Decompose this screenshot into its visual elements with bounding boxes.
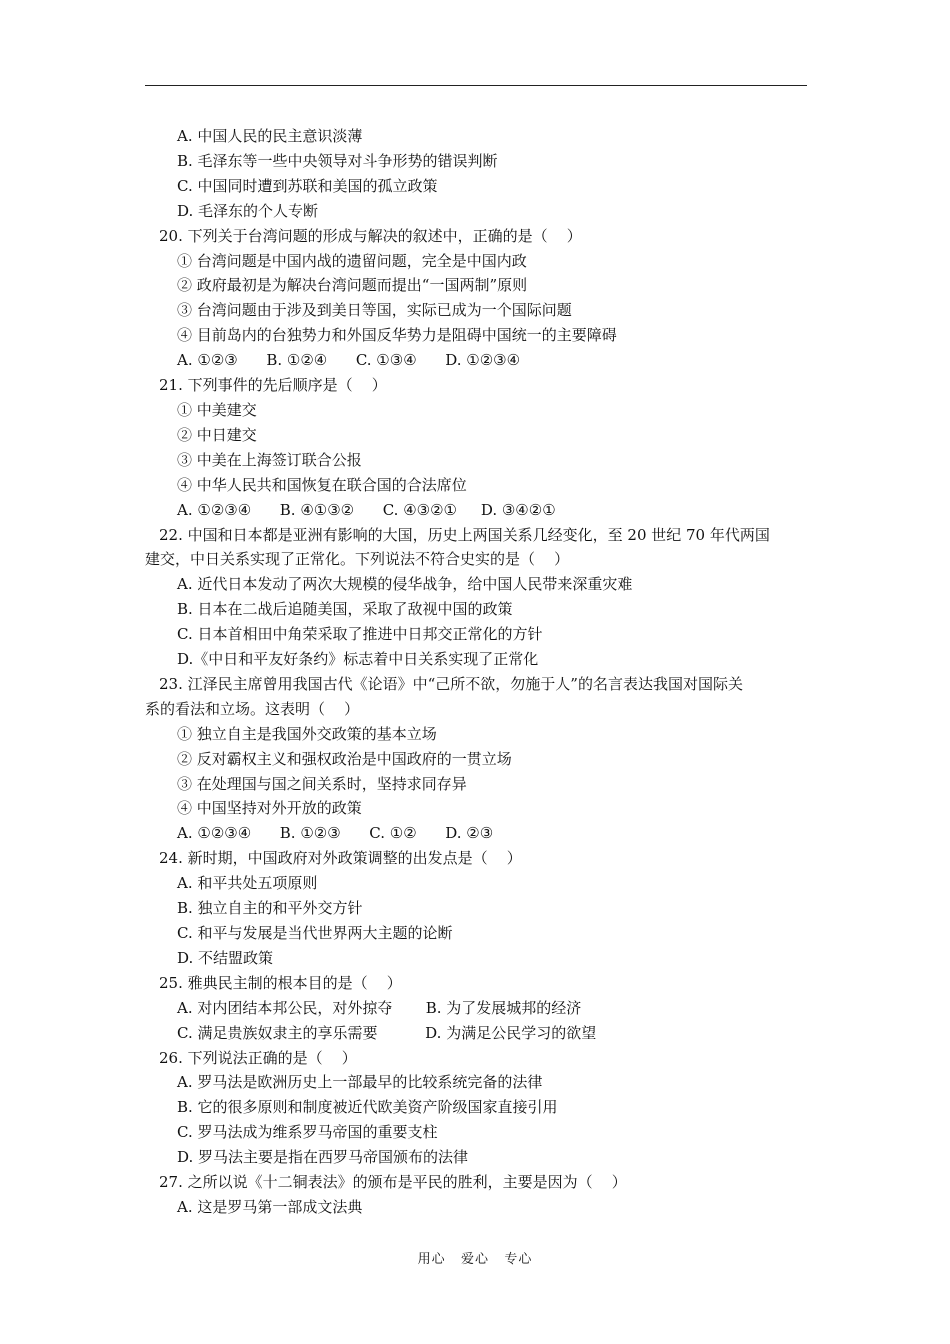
answer-option: C. 中国同时遭到苏联和美国的孤立政策 [177, 176, 438, 195]
answer-option: A. ①②③④ B. ④①③② C. ④③②① D. ③④②① [177, 500, 556, 519]
question-stem: 24. 新时期，中国政府对外政策调整的出发点是（ ） [159, 849, 522, 868]
answer-option: A. 这是罗马第一部成文法典 [177, 1197, 363, 1216]
answer-option: C. 满足贵族奴隶主的享乐需要 D. 为满足公民学习的欲望 [177, 1023, 597, 1042]
answer-option: ① 台湾问题是中国内战的遗留问题，完全是中国内政 [177, 251, 527, 270]
answer-option: D. 不结盟政策 [177, 948, 274, 967]
question-stem: 23. 江泽民主席曾用我国古代《论语》中“己所不欲，勿施于人”的名言表达我国对国际关 [159, 674, 743, 693]
answer-option: B. 毛泽东等一些中央领导对斗争形势的错误判断 [177, 151, 498, 170]
answer-option: ② 中日建交 [177, 425, 257, 444]
answer-option: A. ①②③④ B. ①②③ C. ①② D. ②③ [177, 824, 494, 843]
answer-option: D. 罗马法主要是指在西罗马帝国颁布的法律 [177, 1148, 469, 1167]
answer-option: A. 对内团结本邦公民，对外掠夺 B. 为了发展城邦的经济 [177, 998, 582, 1017]
answer-option: ① 独立自主是我国外交政策的基本立场 [177, 724, 437, 743]
answer-option: A. 和平共处五项原则 [177, 874, 318, 893]
answer-option: C. 日本首相田中角荣采取了推进中日邦交正常化的方针 [177, 625, 543, 644]
answer-option: A. ①②③ B. ①②④ C. ①③④ D. ①②③④ [177, 351, 521, 370]
answer-option: ② 反对霸权主义和强权政治是中国政府的一贯立场 [177, 749, 512, 768]
question-stem: 27. 之所以说《十二铜表法》的颁布是平民的胜利，主要是因为（ ） [159, 1173, 627, 1192]
question-stem: 20. 下列关于台湾问题的形成与解决的叙述中，正确的是（ ） [159, 226, 582, 245]
answer-option: ① 中美建交 [177, 400, 257, 419]
exam-content [145, 124, 810, 1220]
answer-option: ③ 台湾问题由于涉及到美日等国，实际已成为一个国际问题 [177, 301, 572, 320]
answer-option: ② 政府最初是为解决台湾问题而提出“一国两制”原则 [177, 276, 528, 295]
question-stem: 21. 下列事件的先后顺序是（ ） [159, 376, 387, 395]
answer-option: D.《中日和平友好条约》标志着中日关系实现了正常化 [177, 650, 539, 669]
header-rule [145, 85, 807, 86]
question-stem-continued: 系的看法和立场。这表明（ ） [145, 699, 360, 718]
answer-option: A. 中国人民的民主意识淡薄 [177, 127, 363, 145]
question-stem-continued: 建交，中日关系实现了正常化。下列说法不符合史实的是（ ） [145, 550, 570, 569]
answer-option: A. 近代日本发动了两次大规模的侵华战争，给中国人民带来深重灾难 [177, 575, 633, 594]
page-footer: 用心 爱心 专心 [417, 1252, 533, 1267]
answer-option: ③ 在处理国与国之间关系时，坚持求同存异 [177, 774, 467, 793]
answer-option: B. 日本在二战后追随美国，采取了敌视中国的政策 [177, 600, 513, 619]
question-stem: 26. 下列说法正确的是（ ） [159, 1048, 357, 1067]
question-stem: 25. 雅典民主制的根本目的是（ ） [159, 973, 402, 992]
answer-option: ④ 目前岛内的台独势力和外国反华势力是阻碍中国统一的主要障碍 [177, 326, 617, 345]
answer-option: A. 罗马法是欧洲历史上一部最早的比较系统完备的法律 [177, 1073, 543, 1092]
answer-option: ④ 中国坚持对外开放的政策 [177, 799, 362, 818]
answer-option: B. 它的很多原则和制度被近代欧美资产阶级国家直接引用 [177, 1098, 558, 1117]
answer-option: ④ 中华人民共和国恢复在联合国的合法席位 [177, 475, 467, 494]
answer-option: C. 罗马法成为维系罗马帝国的重要支柱 [177, 1123, 438, 1142]
answer-option: C. 和平与发展是当代世界两大主题的论断 [177, 924, 453, 942]
question-stem: 22. 中国和日本都是亚洲有影响的大国，历史上两国关系几经变化，至 20 世纪 70 年代两国 [159, 525, 770, 544]
answer-option: D. 毛泽东的个人专断 [177, 201, 319, 220]
answer-option: B. 独立自主的和平外交方针 [177, 899, 363, 918]
answer-option: ③ 中美在上海签订联合公报 [177, 450, 362, 469]
